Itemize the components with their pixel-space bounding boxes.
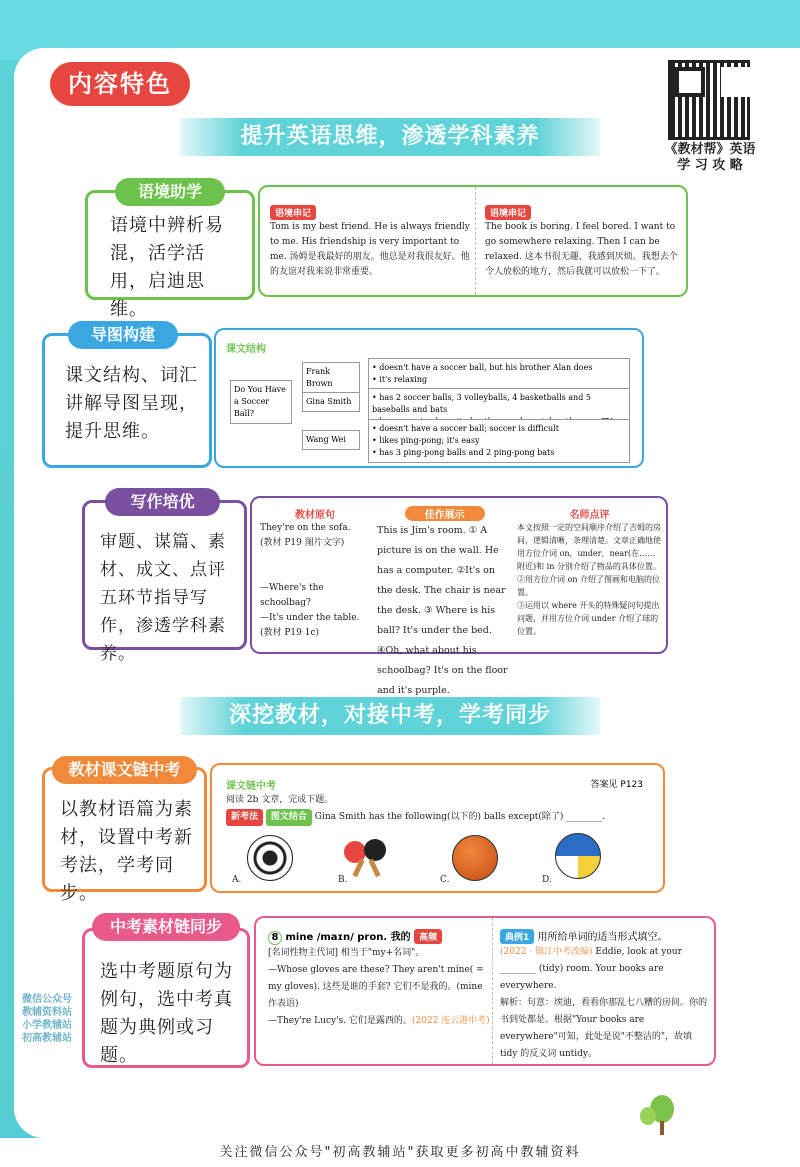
mindmap-label: 课文结构 [226,344,266,355]
banner-middle: 深挖教材，对接中考，学考同步 [180,697,600,735]
col1-text: (教材 P19 图片文字) [260,538,345,548]
option-label: A. [232,875,242,885]
mindmap-text: 课文结构、词汇讲解导图呈现，提升思维。 [65,365,198,442]
context-right-box [258,185,688,297]
question: Gina Smith has the following(以下的) balls except(除了) ________. [314,812,606,822]
item-word: mine /maɪn/ pron. 我的 [285,932,411,943]
writing-tag: 写作培优 [105,488,220,516]
detail-line: • doesn't have a soccer ball, but his brother Alan does [372,363,593,372]
col2-text: This is Jim's room. ① A picture is on the wall. He has a computer. ②It's on the desk. The chair is near the desk. ③ Where is his ball? It's under the bed. ④Oh, what about his schoolbag? It's on the floor and it's purple. [377,525,508,696]
detail-line: • has 3 ping-pong balls and 2 ping-pong bats [372,448,555,457]
qr-code-icon[interactable] [668,60,750,140]
example-source: (2022 · 镇江中考改编) [500,947,593,957]
branch-name: Frank Brown [302,362,360,394]
col1-text: —It's under the table. [260,613,360,623]
branch-detail [368,419,630,463]
example-title: 用所给单词的适当形式填空。 [537,932,668,943]
box1-text: Tom is my best friend. He is always friendly to me. His friendship is very important to me. 汤姆是我最好的朋友。他总是对我很友好。他的友谊对我来说非常重要。 [270,222,470,277]
detail-line: • has 2 soccer balls, 3 volleyballs, 4 basketballs and 5 baseballs and bats [372,393,591,414]
branch-name: Wang Wei [302,430,360,450]
soccer-ball-icon [247,835,293,881]
rule: [名词性物主代词] 相当于"my+名词"。 [268,948,425,958]
newtest-tag: 新考法 [226,809,263,826]
writing-right-box [250,496,668,696]
ping-pong-icon [342,837,390,881]
side-note-line: 初高教辅站 [22,1033,72,1044]
example-source: (2022 连云港中考) [411,1016,490,1026]
detail-line: • it's relaxing [372,375,428,384]
branch-name: Gina Smith [302,392,360,412]
col1-title: 教材原句 [295,510,335,521]
writing-text: 审题、谋篇、素材、成文、点评五环节指导写作，渗透学科素养。 [100,532,226,664]
col1-text: They're on the sofa. [260,523,351,533]
instruction: 阅读 2b 文章，完成下题。 [226,795,334,805]
textbook-tag: 教材课文链中考 [52,756,197,784]
col3-text: 本文按照一定的空间顺序介绍了吉姆的房间，逻辑清晰，条理清楚。文章正确地使用方位介词 on，under，near(在……附近)和 in 分别介绍了物品的具体位置。 [517,523,661,571]
textbook-text: 以教材语篇为素材，设置中考新考法，学考同步。 [60,799,193,904]
col3-text: ②用方位介词 on 介绍了图画和电脑的位置。 [517,575,661,597]
box1-label: 语境串记 [270,205,316,220]
qr-caption-line2: 学 习 攻 略 [677,158,743,173]
example-sentence: —They're Lucy's. 它们是露西的。 [268,1016,412,1026]
basketball-icon [452,835,498,881]
box2-label: 语境串记 [485,205,531,220]
col2-title: 佳作展示 [405,506,485,521]
context-text: 语境中辨析易混，活学活用，启迪思维。 [110,215,224,320]
exam-tag: 中考素材链同步 [92,913,240,941]
context-tag: 语境助学 [115,178,225,206]
example-sentence: —Whose gloves are these? They aren't mine( = my gloves). 这些是谁的手套? 它们不是我的。(mine 作表语) [268,965,484,1009]
option-label: C. [440,875,450,885]
volleyball-icon [555,833,601,879]
divider [475,187,476,295]
col1-text: (教材 P19 1c) [260,628,320,638]
qr-caption [660,142,760,174]
exam-text: 选中考题原句为例句，选中考真题为典例或习题。 [100,961,233,1066]
box2-text: The book is boring. I feel bored. I want to go somewhere relaxing. Then I can be relaxed. 这本书很无趣，我感到厌烦。我想去个令人放松的地方，然后我就可以放松一下了。 [485,222,678,277]
side-note [22,993,72,1045]
branch-detail [368,358,630,390]
col3-text: ③运用以 where 开头的特殊疑问句提出问题，并用方位介词 under 介绍了球的位置。 [517,601,660,636]
mindmap-right-box [214,328,644,468]
word-badge: 高频 [414,929,442,944]
example-question: Eddie, look at your ________ (tidy) room. Your books are everywhere. [500,947,682,991]
type-tag: 图文结合 [266,809,312,826]
item-number: 8 [268,931,282,945]
col1-text: —Where's the schoolbag? [260,583,324,608]
option-label: D. [542,875,552,885]
col3-title: 名师点评 [569,510,610,521]
footer: 关注微信公众号"初高教辅站"获取更多初高中教辅资料 [0,1138,800,1167]
textbook-label: 课文链中考 [226,781,276,792]
mindmap-tag: 导图构建 [68,321,178,349]
side-note-line: 小学教辅站 [22,1020,72,1031]
example-tag: 典例1 [500,929,534,944]
tree-icon [640,1095,680,1135]
banner-top: 提升英语思维，渗透学科素养 [180,118,600,156]
divider [492,918,493,1064]
textbook-right-box [210,763,665,893]
analysis: 解析：句意：埃迪，看看你那乱七八糟的房间。你的书到处都是。根据"Your books are everywhere"可知，此处是说"不整洁的"，故填 tidy 的反义词 untidy。 [500,998,708,1059]
detail-line: • likes ping-pong; it's easy [372,436,480,445]
answer-ref: 答案见 P123 [590,780,643,790]
header-tag: 内容特色 [50,62,190,106]
option-label: B. [338,875,348,885]
detail-line: • doesn't have a soccer ball; soccer is difficult [372,424,559,433]
qr-caption-line1: 《教材帮》英语 [664,142,756,157]
exam-right-box [254,916,716,1066]
side-note-line: 教辅资料站 [22,1007,72,1018]
mindmap-root: Do You Have a Soccer Ball? [230,380,292,424]
side-note-line: 微信公众号 [22,994,72,1005]
